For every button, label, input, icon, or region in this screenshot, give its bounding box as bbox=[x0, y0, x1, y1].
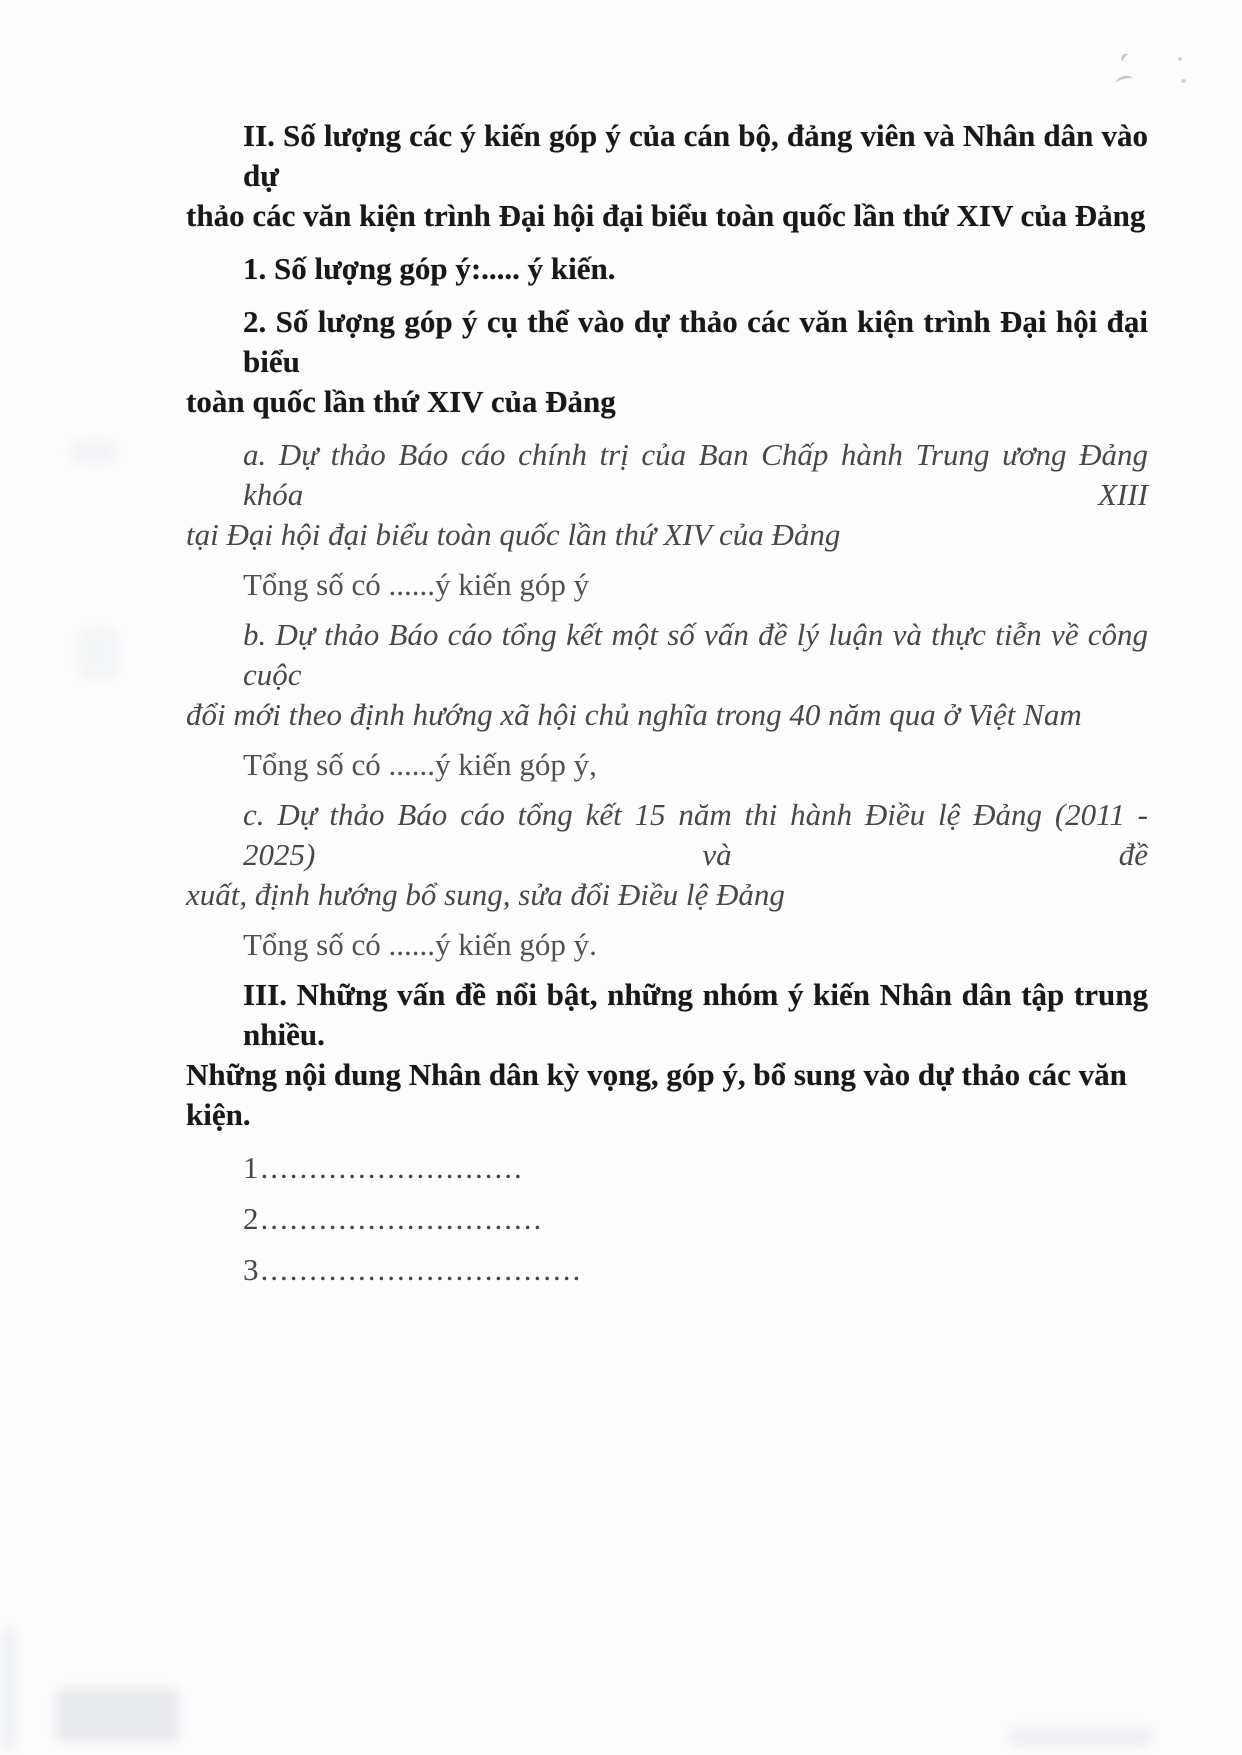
text-line: 2............................. bbox=[243, 1201, 544, 1236]
text-line: Tổng số có ......ý kiến góp ý bbox=[243, 567, 590, 602]
pen-speck bbox=[1178, 57, 1182, 61]
text-line: 1........................... bbox=[243, 1150, 524, 1185]
paragraph-fill-line-3 bbox=[186, 1250, 1148, 1290]
text-line: a. Dự thảo Báo cáo chính trị của Ban Chấp hành Trung ương Đảng khóa XIII bbox=[243, 437, 1148, 512]
text-line: III. Những vấn đề nổi bật, những nhóm ý kiến Nhân dân tập trung nhiều. bbox=[243, 977, 1148, 1052]
paragraph-item-b bbox=[186, 615, 1148, 735]
pen-speck bbox=[1115, 74, 1134, 88]
paragraph-heading-ii bbox=[186, 116, 1148, 236]
scan-smudge bbox=[1008, 1727, 1153, 1747]
paragraph-total-b bbox=[186, 745, 1148, 785]
pen-speck bbox=[1181, 79, 1186, 83]
text-line: thảo các văn kiện trình Đại hội đại biểu toàn quốc lần thứ XIV của Đảng bbox=[186, 198, 1146, 233]
text-line: 1. Số lượng góp ý:..... ý kiến. bbox=[243, 251, 616, 286]
paragraph-item-1 bbox=[186, 249, 1148, 289]
text-line: đổi mới theo định hướng xã hội chủ nghĩa trong 40 năm qua ở Việt Nam bbox=[186, 697, 1082, 732]
scan-smudge bbox=[70, 440, 116, 464]
text-line: tại Đại hội đại biểu toàn quốc lần thứ XIV của Đảng bbox=[186, 517, 841, 552]
paragraph-item-a bbox=[186, 435, 1148, 555]
paragraph-item-2 bbox=[186, 302, 1148, 422]
text-line: 3................................. bbox=[243, 1252, 583, 1287]
text-line: b. Dự thảo Báo cáo tổng kết một số vấn đề lý luận và thực tiễn về công cuộc bbox=[243, 617, 1148, 692]
paragraph-total-c bbox=[186, 925, 1148, 965]
paragraph-total-a bbox=[186, 565, 1148, 605]
text-line: toàn quốc lần thứ XIV của Đảng bbox=[186, 384, 616, 419]
text-line: c. Dự thảo Báo cáo tổng kết 15 năm thi hành Điều lệ Đảng (2011 - 2025) và đề bbox=[243, 797, 1148, 872]
paragraph-fill-line-2 bbox=[186, 1199, 1148, 1239]
text-line: Những nội dung Nhân dân kỳ vọng, góp ý, bổ sung vào dự thảo các văn kiện. bbox=[186, 1057, 1127, 1132]
text-line: II. Số lượng các ý kiến góp ý của cán bộ, đảng viên và Nhân dân vào dự bbox=[243, 118, 1148, 193]
text-line: Tổng số có ......ý kiến góp ý. bbox=[243, 927, 597, 962]
paragraph-heading-iii bbox=[186, 975, 1148, 1135]
paragraph-item-c bbox=[186, 795, 1148, 915]
pen-speck bbox=[1120, 52, 1136, 67]
text-line: Tổng số có ......ý kiến góp ý, bbox=[243, 747, 597, 782]
text-line: xuất, định hướng bổ sung, sửa đổi Điều lệ Đảng bbox=[186, 877, 785, 912]
scan-smudge bbox=[55, 1688, 180, 1743]
paragraph-fill-line-1 bbox=[186, 1148, 1148, 1188]
scan-smudge bbox=[1, 1628, 17, 1750]
text-line: 2. Số lượng góp ý cụ thể vào dự thảo các văn kiện trình Đại hội đại biểu bbox=[243, 304, 1148, 379]
scan-smudge bbox=[78, 628, 118, 680]
document-body bbox=[186, 116, 1148, 1301]
